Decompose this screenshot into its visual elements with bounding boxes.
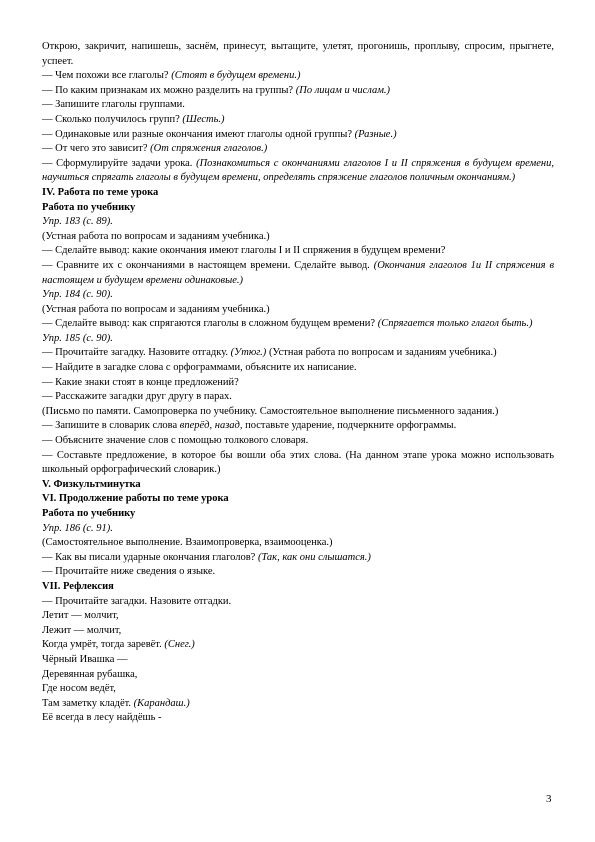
text-run: Упр. 186 (с. 91). bbox=[42, 522, 113, 534]
text-run: — По каким признакам их можно разделить на группы? bbox=[42, 84, 296, 96]
text-run: — Сформулируйте задачи урока. bbox=[42, 157, 197, 169]
text-line bbox=[42, 682, 554, 697]
text-line bbox=[42, 507, 554, 522]
text-line bbox=[42, 609, 554, 624]
text-run: Там заметку кладёт. bbox=[42, 697, 134, 709]
text-run: (Снег.) bbox=[164, 639, 195, 651]
text-line bbox=[42, 376, 554, 391]
text-run: — От чего это зависит? bbox=[42, 143, 151, 155]
text-line bbox=[42, 128, 554, 143]
text-line bbox=[42, 317, 554, 332]
text-run: IV. Работа по теме урока bbox=[42, 186, 159, 198]
text-line bbox=[42, 142, 554, 157]
text-run: (Спрягается только глагол быть.) bbox=[377, 318, 533, 330]
text-run: V. Физкультминутка bbox=[42, 478, 141, 490]
text-line bbox=[42, 405, 554, 420]
text-line bbox=[42, 69, 554, 84]
text-line bbox=[42, 434, 554, 449]
text-line bbox=[42, 565, 554, 580]
text-run: (По лицам и числам.) bbox=[295, 84, 391, 96]
text-line bbox=[42, 201, 554, 216]
text-run: поставьте ударение, подчеркните орфограммы. bbox=[242, 420, 457, 432]
text-run: — Прочитайте загадку. Назовите отгадку. bbox=[42, 347, 231, 359]
text-line bbox=[42, 492, 554, 507]
text-line bbox=[42, 419, 554, 434]
text-line bbox=[42, 668, 554, 683]
text-run: Упр. 185 (с. 90). bbox=[42, 332, 113, 344]
text-run: Где носом ведёт, bbox=[42, 683, 116, 695]
text-line bbox=[42, 449, 554, 478]
text-run: — Найдите в загадке слова с орфограммами, объясните их написание. bbox=[42, 362, 357, 374]
text-run: — Расскажите загадки друг другу в парах. bbox=[42, 391, 232, 403]
text-run: Её всегда в лесу найдёшь - bbox=[42, 712, 162, 724]
text-line bbox=[42, 230, 554, 245]
text-run: — Сделайте вывод: какие окончания имеют глаголы I и II спряжения в будущем времени? bbox=[42, 245, 446, 257]
text-run: Упр. 184 (с. 90). bbox=[42, 289, 113, 301]
text-line bbox=[42, 113, 554, 128]
text-run: (Познакомиться с окончаниями глаголов I и II спряжения в будущем времени, научиться спрягать глаголы в будущем времени, определять спряжение глаголов поличным окончаниям.) bbox=[42, 157, 554, 184]
text-run: — Одинаковые или разные окончания имеют глаголы одной группы? bbox=[42, 128, 355, 140]
text-run: Упр. 183 (с. 89). bbox=[42, 216, 113, 228]
text-line bbox=[42, 157, 554, 186]
text-run: — Как вы писали ударные окончания глаголов? bbox=[42, 551, 258, 563]
text-line bbox=[42, 84, 554, 99]
text-line bbox=[42, 551, 554, 566]
text-line bbox=[42, 40, 554, 69]
text-run: (Окончания глаголов 1и II спряжения в настоящем и будущем времени одинаковые.) bbox=[42, 259, 555, 286]
text-run: Когда умрёт, тогда заревёт. bbox=[42, 639, 165, 651]
text-run: вперёд, назад, bbox=[179, 420, 243, 432]
text-run: (Устная работа по вопросам и заданиям учебника.) bbox=[266, 347, 497, 359]
text-line bbox=[42, 638, 554, 653]
text-run: (Устная работа по вопросам и заданиям учебника.) bbox=[42, 230, 270, 242]
text-run: VI. Продолжение работы по теме урока bbox=[42, 493, 229, 505]
text-line bbox=[42, 186, 554, 201]
text-run: (Так, как они слышатся.) bbox=[257, 551, 371, 563]
text-run: VII. Рефлексия bbox=[42, 580, 114, 592]
text-run: Деревянная рубашка, bbox=[42, 668, 138, 680]
text-line bbox=[42, 595, 554, 610]
text-run: — Сколько получилось групп? bbox=[42, 113, 183, 125]
text-line bbox=[42, 522, 554, 537]
text-run: (Стоят в будущем времени.) bbox=[171, 70, 301, 82]
document-body bbox=[42, 40, 554, 726]
text-line bbox=[42, 215, 554, 230]
text-run: Летит — молчит, bbox=[42, 610, 119, 622]
text-run: — Прочитайте загадки. Назовите отгадки. bbox=[42, 595, 232, 607]
text-run: Работа по учебнику bbox=[42, 508, 136, 519]
text-run: (От спряжения глаголов.) bbox=[150, 143, 268, 155]
text-line bbox=[42, 98, 554, 113]
text-line bbox=[42, 711, 554, 726]
text-line bbox=[42, 697, 554, 712]
text-line bbox=[42, 624, 554, 639]
page-number: 3 bbox=[546, 793, 552, 805]
text-line bbox=[42, 390, 554, 405]
text-line bbox=[42, 244, 554, 259]
text-run: — Запишите в словарик слова bbox=[42, 420, 180, 432]
text-run: (Самостоятельное выполнение. Взаимопроверка, взаимооценка.) bbox=[42, 537, 333, 549]
text-line bbox=[42, 653, 554, 668]
text-run: Открою, закричит, напишешь, заснём, принесут, вытащите, улетят, прогонишь, проплыву, спросим, прыгнете, успеет. bbox=[42, 41, 554, 67]
text-run: Лежит — молчит, bbox=[42, 624, 122, 636]
text-run: — Объясните значение слов с помощью толкового словаря. bbox=[42, 435, 309, 447]
text-run: — Запишите глаголы группами. bbox=[42, 99, 185, 111]
text-run: Работа по учебнику bbox=[42, 201, 136, 213]
text-line bbox=[42, 478, 554, 493]
text-run: Чёрный Ивашка — bbox=[42, 653, 128, 665]
text-line bbox=[42, 303, 554, 318]
text-run: — Какие знаки стоят в конце предложений? bbox=[42, 376, 239, 388]
text-run: (Карандаш.) bbox=[133, 697, 190, 709]
text-line bbox=[42, 259, 554, 288]
text-run: — Чем похожи все глаголы? bbox=[42, 70, 172, 82]
text-run: — Сделайте вывод: как спрягаются глаголы в сложном будущем времени? bbox=[42, 318, 378, 330]
text-line bbox=[42, 536, 554, 551]
text-run: (Утюг.) bbox=[230, 347, 267, 359]
text-run: (Разные.) bbox=[354, 128, 397, 140]
text-line bbox=[42, 332, 554, 347]
text-run: — Составьте предложение, в которое бы вошли оба этих слова. (На данном этапе урока можно использовать школьный орфографический словарик.) bbox=[42, 449, 554, 476]
text-run: — Сравните их с окончаниями в настоящем времени. Сделайте вывод. bbox=[42, 259, 374, 271]
text-run: (Устная работа по вопросам и заданиям учебника.) bbox=[42, 303, 270, 315]
text-run: (Письмо по памяти. Самопроверка по учебнику. Самостоятельное выполнение письменного задания.) bbox=[42, 405, 499, 417]
text-line bbox=[42, 361, 554, 376]
text-run: (Шесть.) bbox=[182, 113, 225, 125]
text-line bbox=[42, 346, 554, 361]
text-line bbox=[42, 288, 554, 303]
text-run: — Прочитайте ниже сведения о языке. bbox=[42, 566, 216, 578]
text-line bbox=[42, 580, 554, 595]
